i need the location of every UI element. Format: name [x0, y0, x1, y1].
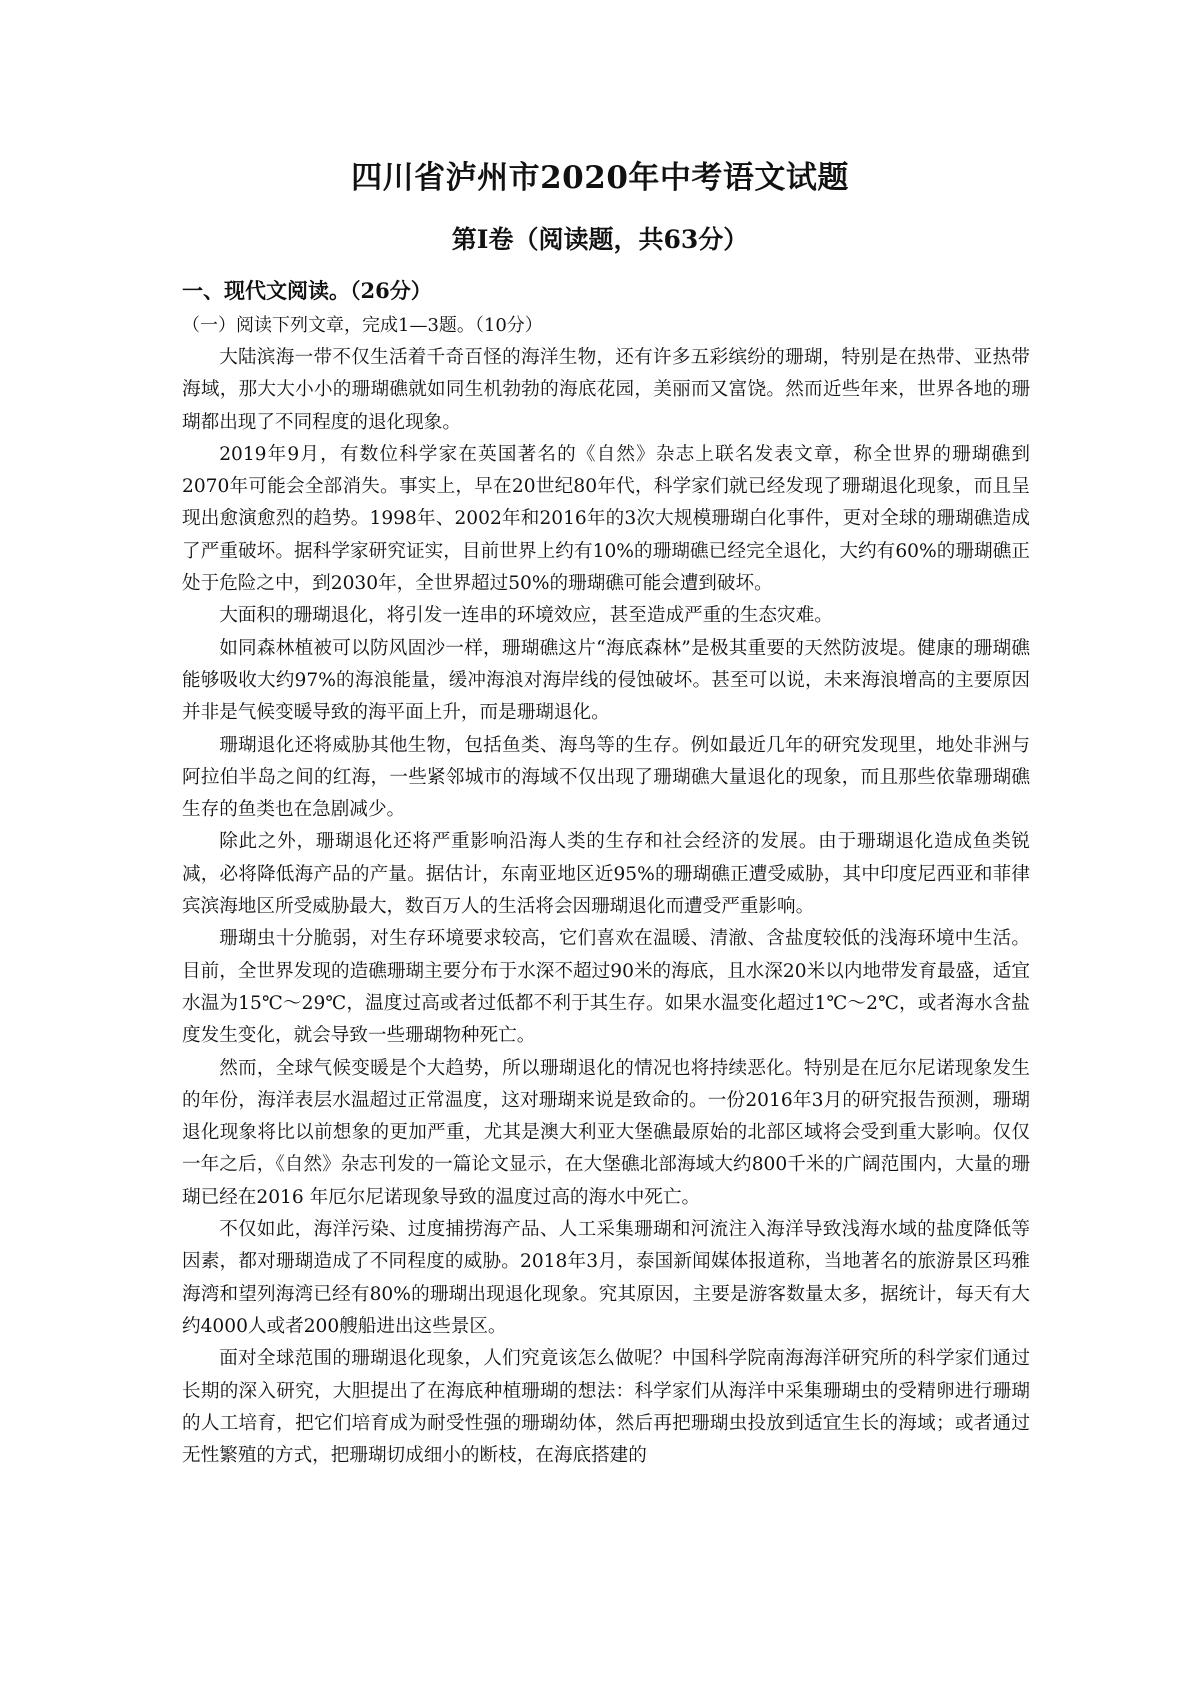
- paragraph-3: 大面积的珊瑚退化，将引发一连串的环境效应，甚至造成严重的生态灾难。: [219, 605, 833, 627]
- paragraph-1: 大陆滨海一带不仅生活着千奇百怪的海洋生物，还有许多五彩缤纷的珊瑚，特别是在热带、亚热带海域，那大大小小的珊瑚礁就如同生机勃勃的海底花园，美丽而又富饶。然而近些年来，世界各地的珊瑚都出现了不同程度的退化现象。: [182, 347, 1030, 433]
- paragraph-2: 2019年9月，有数位科学家在英国著名的《自然》杂志上联名发表文章，称全世界的珊瑚礁到2070年可能会全部消失。事实上，早在20世纪80年代，科学家们就已经发现了珊瑚退化现象，而且呈现出愈演愈烈的趋势。1998年、2002年和2016年的3次大规模珊瑚白化事件，更对全球的珊瑚礁造成了严重破坏。据科学家研究证实，目前世界上约有10%的珊瑚礁已经完全退化，大约有60%的珊瑚礁正处于危险之中，到2030年，全世界超过50%的珊瑚礁可能会遭到破坏。: [182, 443, 1030, 595]
- question-instruction: （一）阅读下列文章，完成1—3题。（10分）: [182, 315, 543, 336]
- exam-title: 四川省泸州市2020年中考语文试题: [351, 160, 849, 196]
- volume-subtitle: 第Ⅰ卷（阅读题，共63分）: [451, 225, 749, 254]
- paragraph-6: 除此之外，珊瑚退化还将严重影响沿海人类的生存和社会经济的发展。由于珊瑚退化造成鱼类锐减，必将降低海产品的产量。据估计，东南亚地区近95%的珊瑚礁正遭受威胁，其中印度尼西亚和菲律宾滨海地区所受威胁最大，数百万人的生活将会因珊瑚退化而遭受严重影响。: [182, 831, 1030, 918]
- paragraph-5: 珊瑚退化还将威胁其他生物，包括鱼类、海鸟等的生存。例如最近几年的研究发现里，地处非洲与阿拉伯半岛之间的红海，一些紧邻城市的海域不仅出现了珊瑚礁大量退化的现象，而且那些依靠珊瑚礁生存的鱼类也在急剧减少。: [182, 734, 1030, 821]
- section-heading: 一、现代文阅读。（26分）: [182, 278, 432, 303]
- reading-article: [182, 310, 1030, 1472]
- paragraph-8: 然而，全球气候变暖是个大趋势，所以珊瑚退化的情况也将持续恶化。特别是在厄尔尼诺现象发生的年份，海洋表层水温超过正常温度，这对珊瑚来说是致命的。一份2016年3月的研究报告预测，珊瑚退化现象将比以前想象的更加严重，尤其是澳大利亚大堡礁最原始的北部区域将会受到重大影响。仅仅一年之后，《自然》杂志刊发的一篇论文显示，在大堡礁北部海域大约800千米的广阔范围内，大量的珊瑚已经在2016 年厄尔尼诺现象导致的温度过高的海水中死亡。: [182, 1057, 1030, 1208]
- paragraph-9: 不仅如此，海洋污染、过度捕捞海产品、人工采集珊瑚和河流注入海洋导致浅海水域的盐度降低等因素，都对珊瑚造成了不同程度的威胁。2018年3月，泰国新闻媒体报道称，当地著名的旅游景区玛雅海湾和望列海湾已经有80%的珊瑚出现退化现象。究其原因，主要是游客数量太多，据统计，每天有大约4000人或者200艘船进出这些景区。: [182, 1219, 1030, 1337]
- paragraph-7: 珊瑚虫十分脆弱，对生存环境要求较高，它们喜欢在温暖、清澈、含盐度较低的浅海环境中生活。目前，全世界发现的造礁珊瑚主要分布于水深不超过90米的海底，且水深20米以内地带发育最盛，适宜水温为15℃～29℃，温度过高或者过低都不利于其生存。如果水温变化超过1℃～2℃，或者海水含盐度发生变化，就会导致一些珊瑚物种死亡。: [182, 928, 1030, 1047]
- paragraph-4: 如同森林植被可以防风固沙一样，珊瑚礁这片“海底森林”是极其重要的天然防波堤。健康的珊瑚礁能够吸收大约97%的海浪能量，缓冲海浪对海岸线的侵蚀破坏。甚至可以说，未来海浪增高的主要原因并非是气候变暖导致的海平面上升，而是珊瑚退化。: [182, 637, 1030, 724]
- paragraph-10: 面对全球范围的珊瑚退化现象，人们究竟该怎么做呢？中国科学院南海海洋研究所的科学家们通过长期的深入研究，大胆提出了在海底种植珊瑚的想法：科学家们从海洋中采集珊瑚虫的受精卵进行珊瑚的人工培育，把它们培育成为耐受性强的珊瑚幼体，然后再把珊瑚虫投放到适宜生长的海域；或者通过无性繁殖的方式，把珊瑚切成细小的断枝，在海底搭建的: [182, 1348, 1030, 1467]
